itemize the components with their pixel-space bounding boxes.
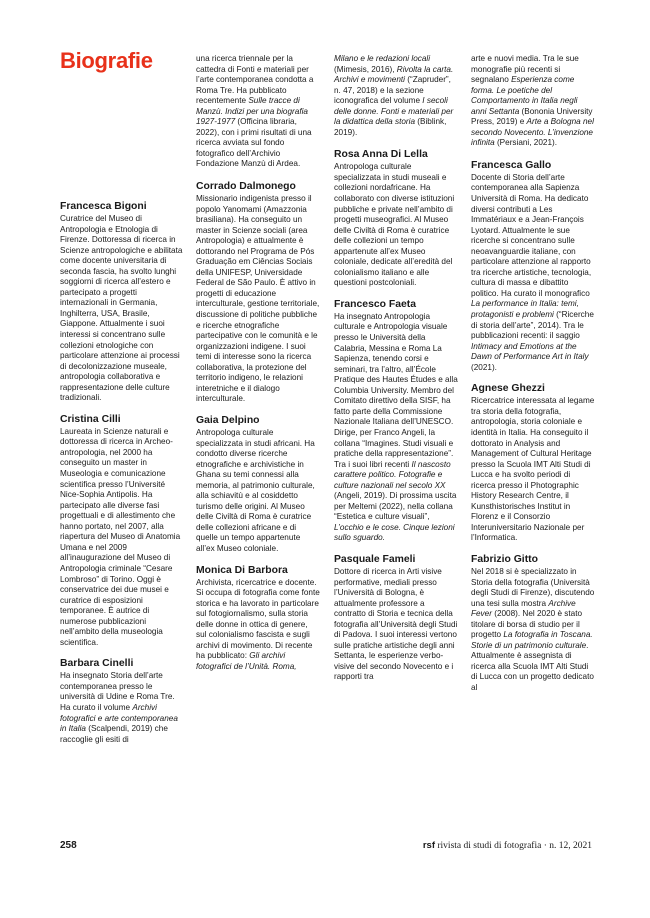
text-segment: Curatrice del Museo di Antropologia e Etnologia di Firenze. Dottoressa di ricerca in Scienze antropologiche e abilitata come docente universitaria di seconda fascia, ha svolto lunghi soggiorni di ricerca all’estero e partecipato a progetti internazionali in Germania, Inghilterra, USA, Brasile, Giappone. Attualmente i suoi interessi si concentrano sulle collezioni etnologiche con particolare attenzione ai processi di decolonizzazione museale, antropologia collaborativa e rappresentazione delle culture tradizionali. bbox=[60, 214, 183, 403]
biography-text bbox=[60, 214, 184, 404]
text-segment: Nel 2018 si è specializzato in Storia della fotografia (Università degli Studi di Firenze), discutendo una tesi sulla mostra bbox=[471, 566, 595, 608]
biography-entry bbox=[60, 414, 184, 648]
author-name: Fabrizio Gitto bbox=[471, 553, 538, 565]
biography-entry bbox=[196, 565, 320, 673]
text-segment: arte e nuovi media. Tra le sue monografie più recenti si segnalano bbox=[471, 54, 579, 85]
italic-title: Archive Fever bbox=[471, 598, 576, 619]
entries bbox=[334, 149, 458, 683]
biography-entry bbox=[334, 554, 458, 683]
column-1 bbox=[60, 201, 184, 755]
text-segment: (Persiani, 2021). bbox=[494, 138, 558, 148]
text-segment: (Scalpendi, 2019) che raccoglie gli esiti di bbox=[60, 724, 168, 744]
author-name: Monica Di Barbora bbox=[196, 564, 288, 576]
italic-title: Rivolta la carta. Archivi e movimenti bbox=[334, 64, 454, 85]
footer bbox=[60, 840, 592, 854]
text-segment: Ricercatrice interessata al legame tra storia della fotografia, antropologia, storia coloniale e identità in Italia. Ha conseguito il dottorato in Analysis and Management of Cultural Heritage presso la Scuola IMT Alti Studi di Lucca e ha svolto periodi di ricerca presso il Photographic History Research Centre, il Kunsthistorisches Institut in Florenz e il Consorzio Interuniversitario Nazionale per l’Informatica. bbox=[471, 396, 595, 543]
column-2 bbox=[196, 54, 320, 682]
author-name: Gaia Delpino bbox=[196, 414, 260, 426]
text-segment: Antropologa culturale specializzata in studi africani. Ha condotto diverse ricerche etnografiche e archivistiche in Ghana su temi connessi alla memoria, al patrimonio culturale, alla schiavitù e al cosiddetto turismo delle origini. Al Museo delle Civiltà di Roma è curatrice delle collezioni africane e di quelle un tempo appartenute all’ex Museo coloniale. bbox=[196, 427, 315, 553]
biography-text bbox=[471, 567, 595, 694]
text-segment: (Biblink, 2019). bbox=[334, 117, 447, 137]
text-segment: Laureata in Scienze naturali e dottoressa di ricerca in Archeo-antropologia, nel 2000 ha conseguito un master in Museologia e comunicazione scientifica presso l’Université Nice-Sophia Antipolis. Ha partecipato alle diverse fasi progettuali e di allestimento che hanno portato, nel 2007, alla riapertura del Museo di Anatomia Umana e nel 2009 all’inaugurazione del Museo di Antropologia criminale “Cesare Lombroso” di Torino. Oggi è conservatrice dei due musei e curatrice di esposizioni temporanee. È autrice di numerose pubblicazioni nell’ambito della museologia scientifica. bbox=[60, 426, 181, 647]
italic-title: La performance in Italia: temi, protagonisti e problemi bbox=[471, 299, 579, 320]
author-name: Rosa Anna Di Lella bbox=[334, 149, 428, 161]
biography-text bbox=[60, 671, 184, 745]
text-segment: Ha insegnato Storia dell’arte contemporanea presso le università di Udine e Roma Tre. Ha curato il volume bbox=[60, 671, 175, 712]
italic-title: L’occhio e le cose. Cinque lezioni sullo sguardo. bbox=[334, 522, 455, 543]
biography-entry bbox=[334, 149, 458, 289]
continued-text bbox=[334, 54, 458, 138]
text-segment: (“Ricerche di storia dell’arte”, 2014). Tra le pubblicazioni recenti: il saggio bbox=[471, 310, 594, 341]
italic-title: Gli archivi fotografici de l’Unità. Roma, bbox=[196, 651, 297, 671]
biography-entry bbox=[471, 160, 595, 373]
continued-paragraph bbox=[334, 54, 458, 138]
biography-text bbox=[471, 173, 595, 373]
italic-title: Sulle tracce di Manzù. Indizi per una biografia 1927-1977 bbox=[196, 96, 308, 127]
text-segment: . Attualmente è assegnista di ricerca alla Scuola IMT Alti Studi di Lucca con un progetto dedicato al bbox=[471, 640, 594, 692]
biography-entry bbox=[196, 415, 320, 555]
italic-title: La fotografia in Toscana. Storie di un patrimonio culturale bbox=[471, 630, 593, 650]
author-name: Agnese Ghezzi bbox=[471, 383, 545, 395]
italic-title: Il nascosto carattere politico. Fotografie e culture nazionali nel secolo XX bbox=[334, 459, 451, 490]
page-number: 258 bbox=[60, 840, 77, 851]
biography-entry bbox=[471, 554, 595, 694]
continued-paragraph bbox=[196, 54, 320, 170]
continued-paragraph bbox=[471, 54, 595, 149]
column-3 bbox=[334, 54, 458, 693]
text-segment: (2021). bbox=[471, 362, 497, 372]
continued-text bbox=[196, 54, 320, 170]
italic-title: I secoli delle donne. Fonti e materiali per la didattica della storia bbox=[334, 96, 454, 127]
text-segment: Dottore di ricerca in Arti visive performative, mediali presso l’Università di Bologna, è attualmente professore a contratto di Storia e tecnica della fotografia all’Università degli Studi di Padova. I suoi interessi vertono sulle pratiche artistiche degli anni Settanta, le esperienze verbo-visive del secondo Novecento e i rapporti tra bbox=[334, 566, 458, 682]
italic-title: Intimacy and Emotions at the Dawn of Performance Art in Italy bbox=[471, 341, 589, 362]
text-segment: (Angeli, 2019). Di prossima uscita per Meltemi (2022), nella collana “Estetica e culture visuali”, bbox=[334, 491, 457, 522]
italic-title: Milano e le redazioni locali bbox=[334, 54, 431, 63]
text-segment: Antropologa culturale specializzata in studi museali e collezioni nordafricane. Ha collaborato con diverse istituzioni pubbliche e private nell’ambito di progetti museografici. Al Museo delle Civiltà di Roma è curatrice delle collezioni un tempo appartenute all’ex Museo coloniale, dedicate all’eredità del colonialismo italiano e alle questioni postcoloniali. bbox=[334, 162, 455, 288]
biography-entry bbox=[471, 383, 595, 544]
biography-text bbox=[60, 427, 184, 648]
italic-title: Archivi fotografici e arte contemporanea in Italia bbox=[60, 702, 178, 734]
biography-text bbox=[334, 312, 458, 544]
text-segment: Archivista, ricercatrice e docente. Si occupa di fotografia come fonte storica e ha lavorato in particolare sul fotogiornalismo, sulla storia delle donne in ottica di genere, sul colonialismo fascista e sugli archivi di movimento. Di recente ha pubblicato: bbox=[196, 577, 320, 661]
author-name: Cristina Cilli bbox=[60, 413, 121, 425]
column-4 bbox=[471, 54, 595, 704]
author-name: Corrado Dalmonego bbox=[196, 181, 296, 193]
text-segment: Docente di Storia dell’arte contemporanea alla Sapienza Università di Roma. Ha dedicato diversi contributi a Les Immatériaux e a Jean-François Lyotard. Attualmente le sue ricerche si concentrano sulle neoavanguardie italiane, con particolare attenzione al rapporto tra ricerche artistiche, tecnologia, cultura di massa e dibattito politico. Ha curato il monografico bbox=[471, 172, 592, 298]
author-name: Francesco Faeta bbox=[334, 298, 417, 310]
text-segment: una ricerca triennale per la cattedra di Fonti e materiali per l’arte contemporanea condotta a Roma Tre. Ha pubblicato recentemente bbox=[196, 54, 314, 106]
text-segment: (Bononia University Press, 2019) e bbox=[471, 106, 593, 127]
continued-text bbox=[471, 54, 595, 149]
entries bbox=[196, 181, 320, 672]
biography-entry bbox=[334, 299, 458, 544]
biography-text bbox=[196, 194, 320, 405]
journal-credit bbox=[423, 840, 592, 852]
italic-title: Esperienza come forma. Le poetiche del Comportamento in Italia negli anni Settanta bbox=[471, 75, 578, 116]
journal-name: rivista di studi di fotografia · n. 12, 2021 bbox=[437, 841, 592, 851]
text-segment: (“Zapruder”, n. 47, 2018) e la sezione iconografica del volume bbox=[334, 75, 451, 106]
biography-text bbox=[334, 162, 458, 289]
author-name: Pasquale Fameli bbox=[334, 553, 416, 565]
biography-entry bbox=[60, 658, 184, 745]
biography-text bbox=[196, 578, 320, 673]
text-segment: (Mimesis, 2016), bbox=[334, 64, 397, 74]
author-name: Barbara Cinelli bbox=[60, 658, 134, 670]
author-name: Francesca Bigoni bbox=[60, 201, 147, 212]
journal-abbreviation: rsf bbox=[422, 840, 435, 851]
text-segment: (2008). Nel 2020 è stato titolare di borsa di studio per il progetto bbox=[471, 609, 583, 640]
section-title: Biografie bbox=[60, 48, 153, 73]
text-segment: Missionario indigenista presso il popolo Yanomami (Amazzonia brasiliana). Ha conseguito un master in Scienze sociali (area Antropologia) e attualmente è dottorando nel Programa de Pós Graduação em Ciências Sociais della UNIFESP, Universidade Federal de São Paulo. È attivo in progetti di educazione interculturale, gestione territoriale, discussione di politiche pubbliche e ricerche etnografiche partecipative con le comunità e le organizzazioni indigene. I suoi temi di interesse sono la ricerca collaborativa, la protezione del territorio indigeno, le relazioni interetniche e il dialogo interculturale. bbox=[196, 194, 320, 404]
italic-title: Arte a Bologna nel secondo Novecento. L’invenzione infinita bbox=[471, 117, 594, 148]
biography-entry bbox=[60, 201, 184, 404]
text-segment: (Officina libraria, 2022), con i primi risultati di una ricerca avviata sul fondo fotografico dell’Archivio Fondazione Manzù di Ardea. bbox=[196, 117, 312, 169]
entries bbox=[471, 160, 595, 694]
biography-text bbox=[334, 567, 458, 683]
biography-entry bbox=[196, 181, 320, 405]
author-name: Francesca Gallo bbox=[471, 159, 552, 171]
biography-text bbox=[196, 428, 320, 555]
text-segment: Ha insegnato Antropologia culturale e Antropologia visuale presso le Università della Calabria, Messina e Roma La Sapienza, tenendo corsi e seminari, tra l’altro, all’École Pratique des Hautes Études e alla Columbia University. Membro del Comitato direttivo della SISF, ha fatto parte della Commissione Nazionale Italiana dell’UNESCO. Dirige, per Franco Angeli, la collana “Imagines. Studi visuali e pratiche della rappresentazione”. Tra i suoi libri recenti bbox=[334, 311, 458, 469]
biography-text bbox=[471, 396, 595, 544]
